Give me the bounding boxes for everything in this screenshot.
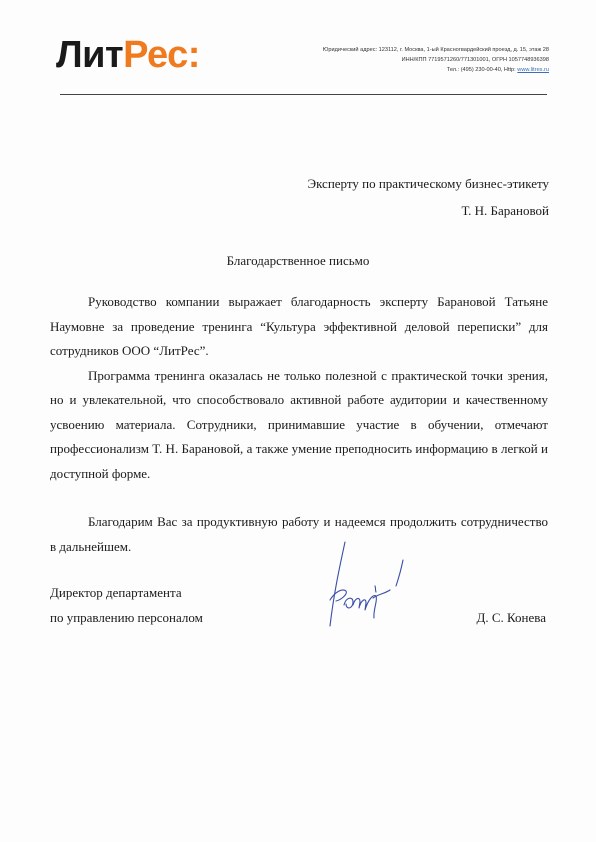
body-paragraph-2: Программа тренинга оказалась не только полезной с практической точки зрения, но и увлекательной, что способствовало активной работе аудитории и качественному усвоению материала. Сотрудники, принимавшие участие в обучении, отмечают профессионализм Т. Н. Барановой, а также умение преподносить информацию в легкой и доступной форме. <box>50 367 548 481</box>
letter-body <box>50 290 548 486</box>
signer-position <box>50 581 203 630</box>
recipient-line-2: Т. Н. Барановой <box>461 203 549 218</box>
signer-position-line-2: по управлению персоналом <box>50 609 203 625</box>
closing-text: Благодарим Вас за продуктивную работу и надеемся продолжить сотрудничество в дальнейшем. <box>50 514 548 554</box>
company-address: Юридический адрес: 123112, г. Москва, 1-ый Красногвардейский проезд, д. 15, этаж 28 <box>322 47 549 53</box>
handwritten-signature-icon <box>318 530 418 640</box>
document-title: Благодарственное письмо <box>226 253 370 268</box>
company-details <box>249 45 549 75</box>
recipient-block <box>229 170 549 224</box>
signer-name: Д. С. Конева <box>476 610 546 625</box>
body-paragraph-1: Руководство компании выражает благодарность эксперту Барановой Татьяне Наумовне за проведение тренинга “Культура эффективной деловой переписки” для сотрудников ООО “ЛитРес”. <box>50 294 548 358</box>
header-divider <box>60 94 547 95</box>
logo-text-dark: Лит <box>56 34 124 76</box>
company-website-link[interactable]: www.litres.ru <box>517 67 549 73</box>
closing-paragraph <box>50 510 548 559</box>
logo-text-accent: Рес: <box>123 34 200 76</box>
company-registration: ИНН/КПП 7719571260/771301001, ОГРН 1057748936398 <box>401 57 549 63</box>
signer-position-line-1: Директор департамента <box>50 585 182 600</box>
recipient-line-1: Эксперту по практическому бизнес-этикету <box>307 176 549 191</box>
company-contacts <box>249 65 549 75</box>
company-phone: Тел.: (495) 230-00-40, Http: <box>446 67 516 73</box>
company-logo <box>56 33 200 77</box>
